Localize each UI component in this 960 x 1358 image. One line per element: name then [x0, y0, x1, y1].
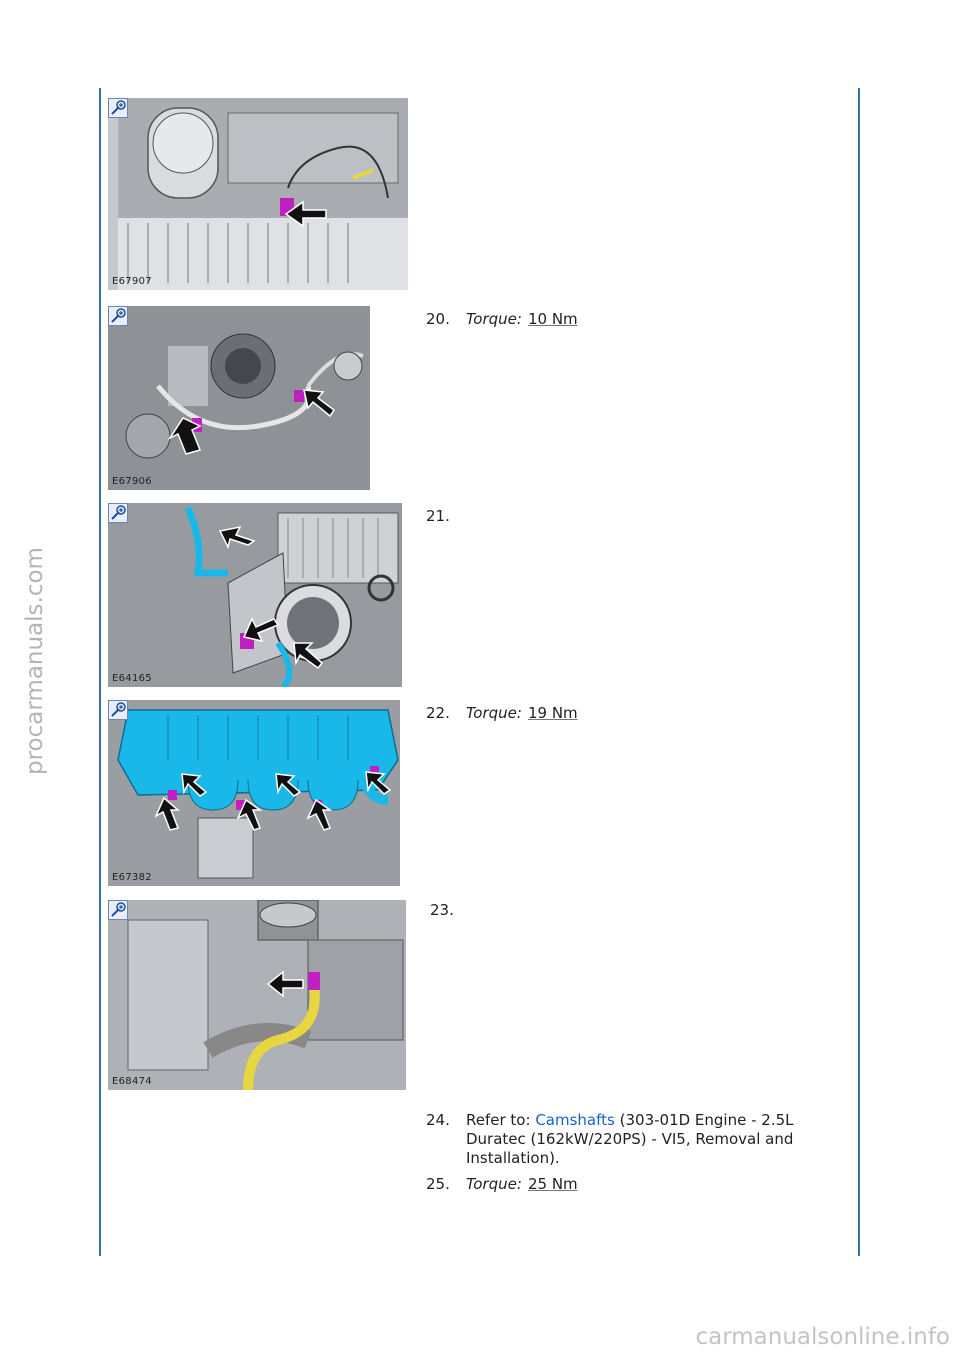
magnify-plus-icon — [109, 901, 127, 919]
refer-to-label: Refer to: — [466, 1111, 531, 1129]
step-number: 22. — [426, 704, 450, 722]
torque-value: 10 Nm — [527, 310, 578, 328]
figure-id-label: E67382 — [112, 872, 152, 883]
figure-e67907 — [108, 98, 408, 290]
figure-e64165 — [108, 503, 402, 687]
zoom-button[interactable] — [108, 900, 128, 920]
engine-illustration — [108, 98, 408, 290]
left-margin-rule — [99, 88, 101, 1256]
figure-e68474 — [108, 900, 406, 1090]
figure-e67382 — [108, 700, 400, 886]
figure-e67906 — [108, 306, 370, 490]
step-number: 24. — [426, 1111, 450, 1129]
camshafts-link[interactable]: Camshafts — [535, 1111, 615, 1129]
magnify-plus-icon — [109, 99, 127, 117]
step-24 — [426, 1111, 846, 1171]
torque-label: Torque: — [466, 704, 522, 722]
torque-value: 19 Nm — [527, 704, 578, 722]
step-21 — [426, 507, 486, 527]
footer-watermark: carmanualsonline.info — [695, 1324, 950, 1350]
magnify-plus-icon — [109, 504, 127, 522]
figure-id-label: E67906 — [112, 476, 152, 487]
torque-label: Torque: — [466, 310, 522, 328]
step-25 — [426, 1175, 846, 1195]
engine-illustration — [108, 700, 400, 886]
engine-illustration — [108, 900, 406, 1090]
side-watermark: procarmanuals.com — [22, 547, 48, 775]
step-number: 25. — [426, 1175, 450, 1193]
torque-value: 25 Nm — [527, 1175, 578, 1193]
figure-id-label: E67907 — [112, 276, 152, 287]
right-margin-rule — [858, 88, 860, 1256]
zoom-button[interactable] — [108, 700, 128, 720]
zoom-button[interactable] — [108, 306, 128, 326]
magnify-plus-icon — [109, 307, 127, 325]
step-number: 23. — [430, 901, 454, 919]
figure-id-label: E64165 — [112, 673, 152, 684]
step-number: 20. — [426, 310, 450, 328]
engine-illustration — [108, 503, 402, 687]
procedure-reference: (303-01D Engine - 2.5L Duratec (162kW/220PS) - VI5, Removal and Installation). — [466, 1111, 794, 1167]
step-22 — [426, 704, 846, 724]
step-number: 21. — [426, 507, 450, 525]
step-20 — [426, 310, 846, 330]
step-23 — [430, 901, 490, 921]
zoom-button[interactable] — [108, 98, 128, 118]
engine-illustration — [108, 306, 370, 490]
torque-label: Torque: — [466, 1175, 522, 1193]
zoom-button[interactable] — [108, 503, 128, 523]
figure-id-label: E68474 — [112, 1076, 152, 1087]
magnify-plus-icon — [109, 701, 127, 719]
